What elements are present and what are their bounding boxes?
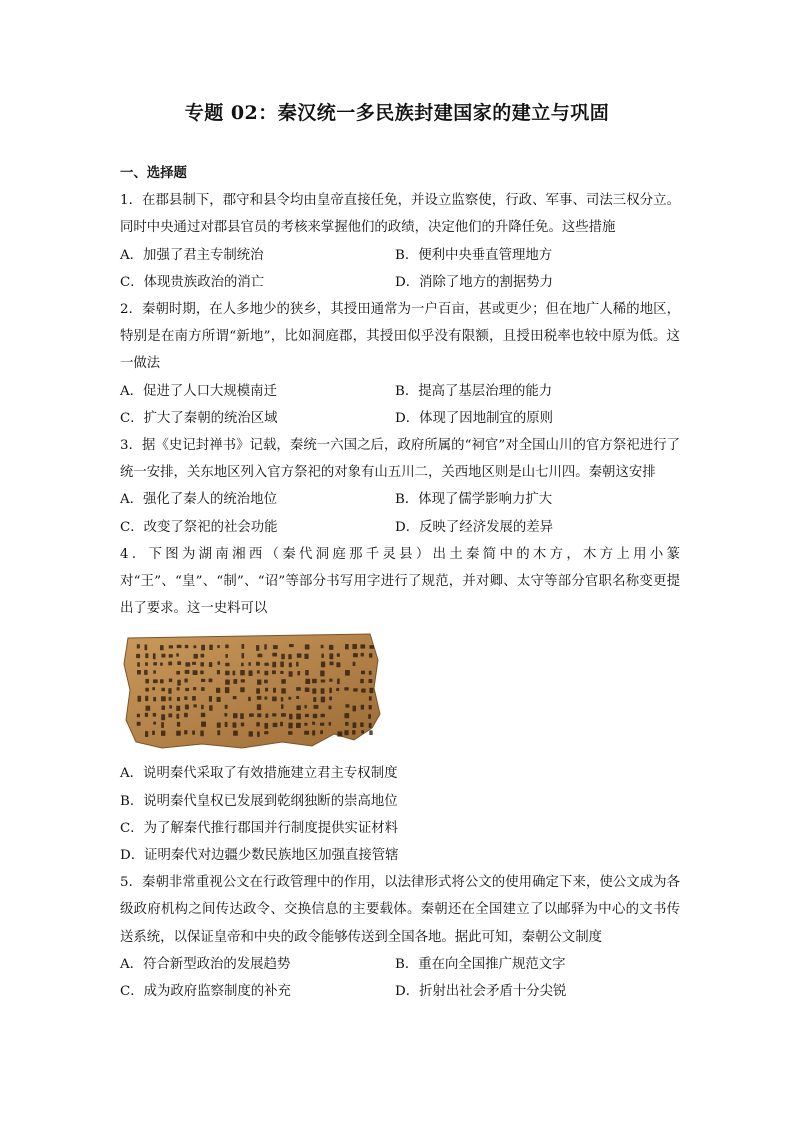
option-row (120, 269, 680, 296)
question-stem: 4．下图为湖南湘西（秦代洞庭那千灵县）出土秦简中的木方，木方上用小篆对“王”、“皇”、“制”、“诏”等部分书写用字进行了规范，并对卿、太守等部分官职名称变更提出了要求。这一史料可以 (120, 546, 680, 617)
question-5 (120, 869, 680, 1005)
section-heading: 一、选择题 (120, 165, 187, 181)
option-row (120, 951, 680, 978)
option-row (120, 486, 680, 513)
option-a: A．促进了人口大规模南迁 (120, 383, 277, 399)
option-c: C．为了解秦代推行郡国并行制度提供实证材料 (120, 820, 399, 836)
question-stem: 5．秦朝非常重视公文在行政管理中的作用，以法律形式将公文的使用确定下来，使公文成为各级政府机构之间传达政令、交换信息的主要载体。秦朝还在全国建立了以邮驿为中心的文书传送系统，以保证皇帝和中央的政令能够传送到全国各地。据此可知，秦朝公文制度 (120, 875, 680, 945)
question-4 (120, 541, 680, 869)
option-a: A．加强了君主专制统治 (120, 247, 264, 263)
option-c: C．改变了祭祀的社会功能 (120, 519, 278, 535)
option-a: A．强化了秦人的统治地位 (120, 492, 277, 508)
option-d: D．反映了经济发展的差异 (395, 519, 554, 535)
option-a: A．符合新型政治的发展趋势 (120, 956, 291, 972)
page-title: 专题 02：秦汉统一多民族封建国家的建立与巩固 (184, 102, 610, 124)
option-c: C．成为政府监察制度的补充 (120, 984, 291, 1000)
wooden-tablet-image (122, 630, 384, 752)
option-d: D．体现了因地制宜的原则 (395, 410, 554, 426)
option-c: C．体现贵族政治的消亡 (120, 274, 265, 290)
option-b: B．体现了儒学影响力扩大 (395, 492, 553, 508)
option-b: B．便利中央垂直管理地方 (395, 247, 553, 263)
option-b: B．重在向全国推广规范文字 (395, 956, 566, 972)
question-2 (120, 296, 680, 432)
question-1 (120, 187, 680, 296)
option-d: D．证明秦代对边疆少数民族地区加强直接管辖 (120, 848, 399, 864)
question-stem: 3．据《史记封禅书》记载，秦统一六国之后，政府所属的“祠官”对全国山川的官方祭祀进行了统一安排，关东地区列入官方祭祀的对象有山五川二，关西地区则是山七川四。秦朝这安排 (120, 438, 680, 481)
option-row (120, 378, 680, 405)
option-row (120, 405, 680, 432)
option-d: D．折射出社会矛盾十分尖锐 (395, 984, 567, 1000)
question-stem: 1．在郡县制下，郡守和县令均由皇帝直接任免，并设立监察使，行政、军事、司法三权分立。同时中央通过对郡县官员的考核来掌握他们的政绩，决定他们的升降任免。这些措施 (120, 193, 680, 236)
option-d: D．消除了地方的割据势力 (395, 274, 554, 290)
option-row (120, 514, 680, 541)
wooden-tablet-illustration (122, 630, 384, 752)
option-b: B．说明秦代皇权已发展到乾纲独断的崇高地位 (120, 793, 398, 809)
content (120, 160, 680, 1005)
option-row (120, 978, 680, 1005)
option-b: B．提高了基层治理的能力 (395, 383, 553, 399)
option-a: A．说明秦代采取了有效措施建立君主专权制度 (120, 766, 398, 782)
option-row (120, 242, 680, 269)
question-3 (120, 432, 680, 541)
option-c: C．扩大了秦朝的统治区域 (120, 410, 278, 426)
question-stem: 2．秦朝时期，在人多地少的狭乡，其授田通常为一户百亩，甚或更少；但在地广人稀的地区，特别是在南方所谓“新地”，比如洞庭郡，其授田似乎没有限额，且授田税率也较中原为低。这一做法 (120, 302, 680, 372)
